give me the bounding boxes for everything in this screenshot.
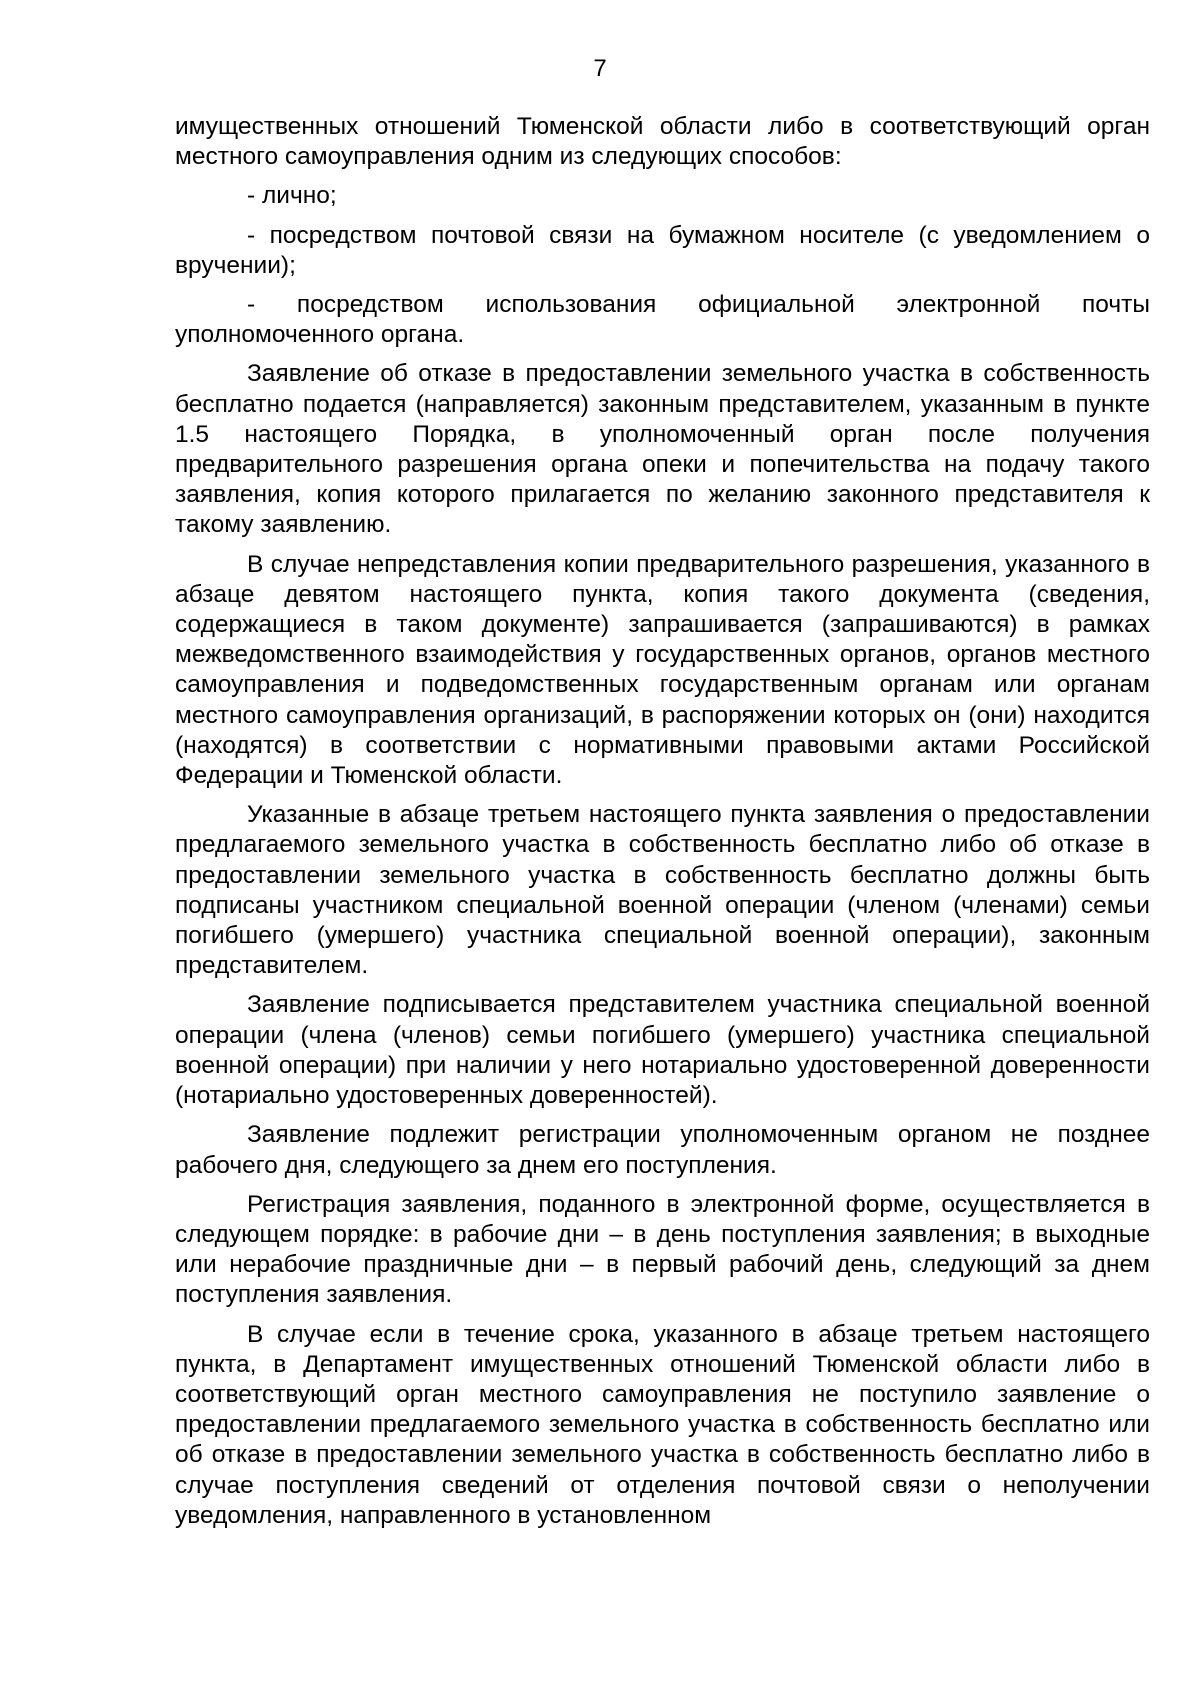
- paragraph-electronic-registration: Регистрация заявления, поданного в электронной форме, осуществляется в следующем порядке: в рабочие дни – в день поступления заявления; в выходные или нерабочие праздничные дни – в первый рабочий день, следующий за днем поступления заявления.: [175, 1190, 1150, 1309]
- list-item-in-person: - лично;: [247, 182, 337, 210]
- paragraph-registration: Заявление подлежит регистрации уполномоченным органом не позднее рабочего дня, следующего за днем его поступления.: [175, 1121, 1150, 1179]
- page-number: 7: [593, 55, 607, 82]
- paragraph-no-application: В случае если в течение срока, указанного в абзаце третьем настоящего пункта, в Департамент имущественных отношений Тюменской области либо в соответствующий орган местного самоуправления не поступило заявление о предоставлении предлагаемого земельного участка в собственность бесплатно или об отказе в предоставлении земельного участка в собственность бесплатно либо в случае поступления сведений от отделения почтовой связи о неполучении уведомления, направленного в установленном: [175, 1320, 1150, 1529]
- paragraph-signing: Указанные в абзаце третьем настоящего пункта заявления о предоставлении предлагаемого земельного участка в собственность бесплатно либо об отказе в предоставлении земельного участка в собственность бесплатно должны быть подписаны участником специальной военной операции (членом (членами) семьи погибшего (умершего) участника специальной военной операции), законным представителем.: [175, 801, 1150, 980]
- list-item-postal: - посредством почтовой связи на бумажном носителе (с уведомлением о вручении);: [175, 221, 1150, 279]
- paragraph-interagency-request: В случае непредставления копии предварительного разрешения, указанного в абзаце девятом настоящего пункта, копия такого документа (сведения, содержащиеся в таком документе) запрашивается (запрашиваются) в рамках межведомственного взаимодействия у государственных органов, органов местного самоуправления и подведомственных государственным органам или органам местного самоуправления организаций, в распоряжении которых он (они) находится (находятся) в соответствии с нормативными правовыми актами Российской Федерации и Тюменской области.: [175, 550, 1150, 790]
- paragraph-continuation: имущественных отношений Тюменской области либо в соответствующий орган местного самоуправления одним из следующих способов:: [175, 113, 1150, 171]
- document-body: [175, 112, 1150, 1540]
- paragraph-refusal-application: Заявление об отказе в предоставлении земельного участка в собственность бесплатно подается (направляется) законным представителем, указанным в пункте 1.5 настоящего Порядка, в уполномоченный орган после получения предварительного разрешения органа опеки и попечительства на подачу такого заявления, копия которого прилагается по желанию законного представителя к такому заявлению.: [175, 360, 1150, 539]
- paragraph-representative: Заявление подписывается представителем участника специальной военной операции (члена (членов) семьи погибшего (умершего) участника специальной военной операции) при наличии у него нотариально удостоверенной доверенности (нотариально удостоверенных доверенностей).: [175, 991, 1150, 1110]
- list-item-email: - посредством использования официальной электронной почты уполномоченного органа.: [175, 291, 1150, 349]
